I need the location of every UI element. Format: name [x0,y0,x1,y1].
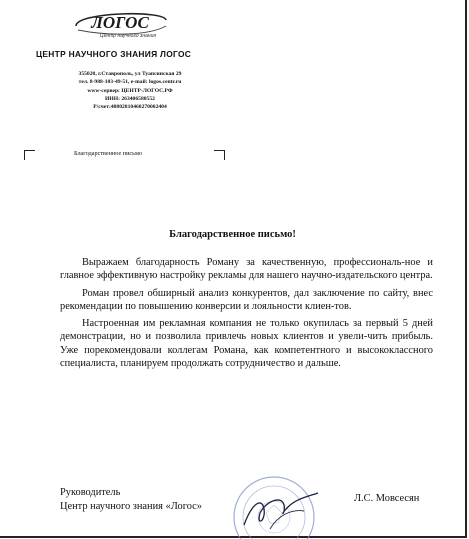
svg-text:ЛОГОС: ЛОГОС [91,13,149,32]
svg-text:Центр научного знания: Центр научного знания [99,33,157,39]
official-stamp-with-signature [222,465,326,539]
account-line: Р/счет:40802810460270002404 [93,104,167,111]
contact-block [30,70,230,111]
address-line: 355020, г.Ставрополь, ул Туапсинская 29 [78,71,182,77]
signer-organization: Центр научного знания «Логос» [60,501,202,512]
phone-email-line: тел. 8-988-103-49-51, e-mail: logos.centr.ru [78,79,182,86]
letter-body [60,256,433,374]
paragraph: Выражаем благодарность Роману за качественную, профессиональ-ное и главное эффективную настройку рекламы для нашего научно-издательского центра. [60,257,433,282]
address-field-corner-left [24,150,35,160]
paragraph: Роман провел обширный анализ конкурентов, дал заключение по сайту, внес рекомендации по повышению конверсии и лояльности клиен-тов. [60,287,433,312]
website-line: www-сервер: ЦЕНТР-ЛОГОС.РФ [87,87,173,94]
logos-logo [68,6,172,42]
signer-block [60,486,202,514]
address-field-corner-right [214,150,225,160]
signer-name: Л.С. Мовсесян [354,493,420,504]
organization-name: ЦЕНТР НАУЧНОГО ЗНАНИЯ ЛОГОС [36,49,192,59]
paragraph: Настроенная им рекламная компания не только окупилась за первый 5 дней демонстрации, но и позволила привлечь новых клиентов и увели-чить прибыль. Уже порекомендовали коллегам Романа, как компетентного и высококлассного специалиста, планируем продолжать сотрудничество и дальше. [60,318,433,369]
document-type: Благодарственное письмо [74,150,142,157]
inn-line: ИНН: 263406580552 [105,95,155,102]
signer-position: Руководитель [60,487,121,498]
letter-title: Благодарственное письмо! [169,229,296,240]
